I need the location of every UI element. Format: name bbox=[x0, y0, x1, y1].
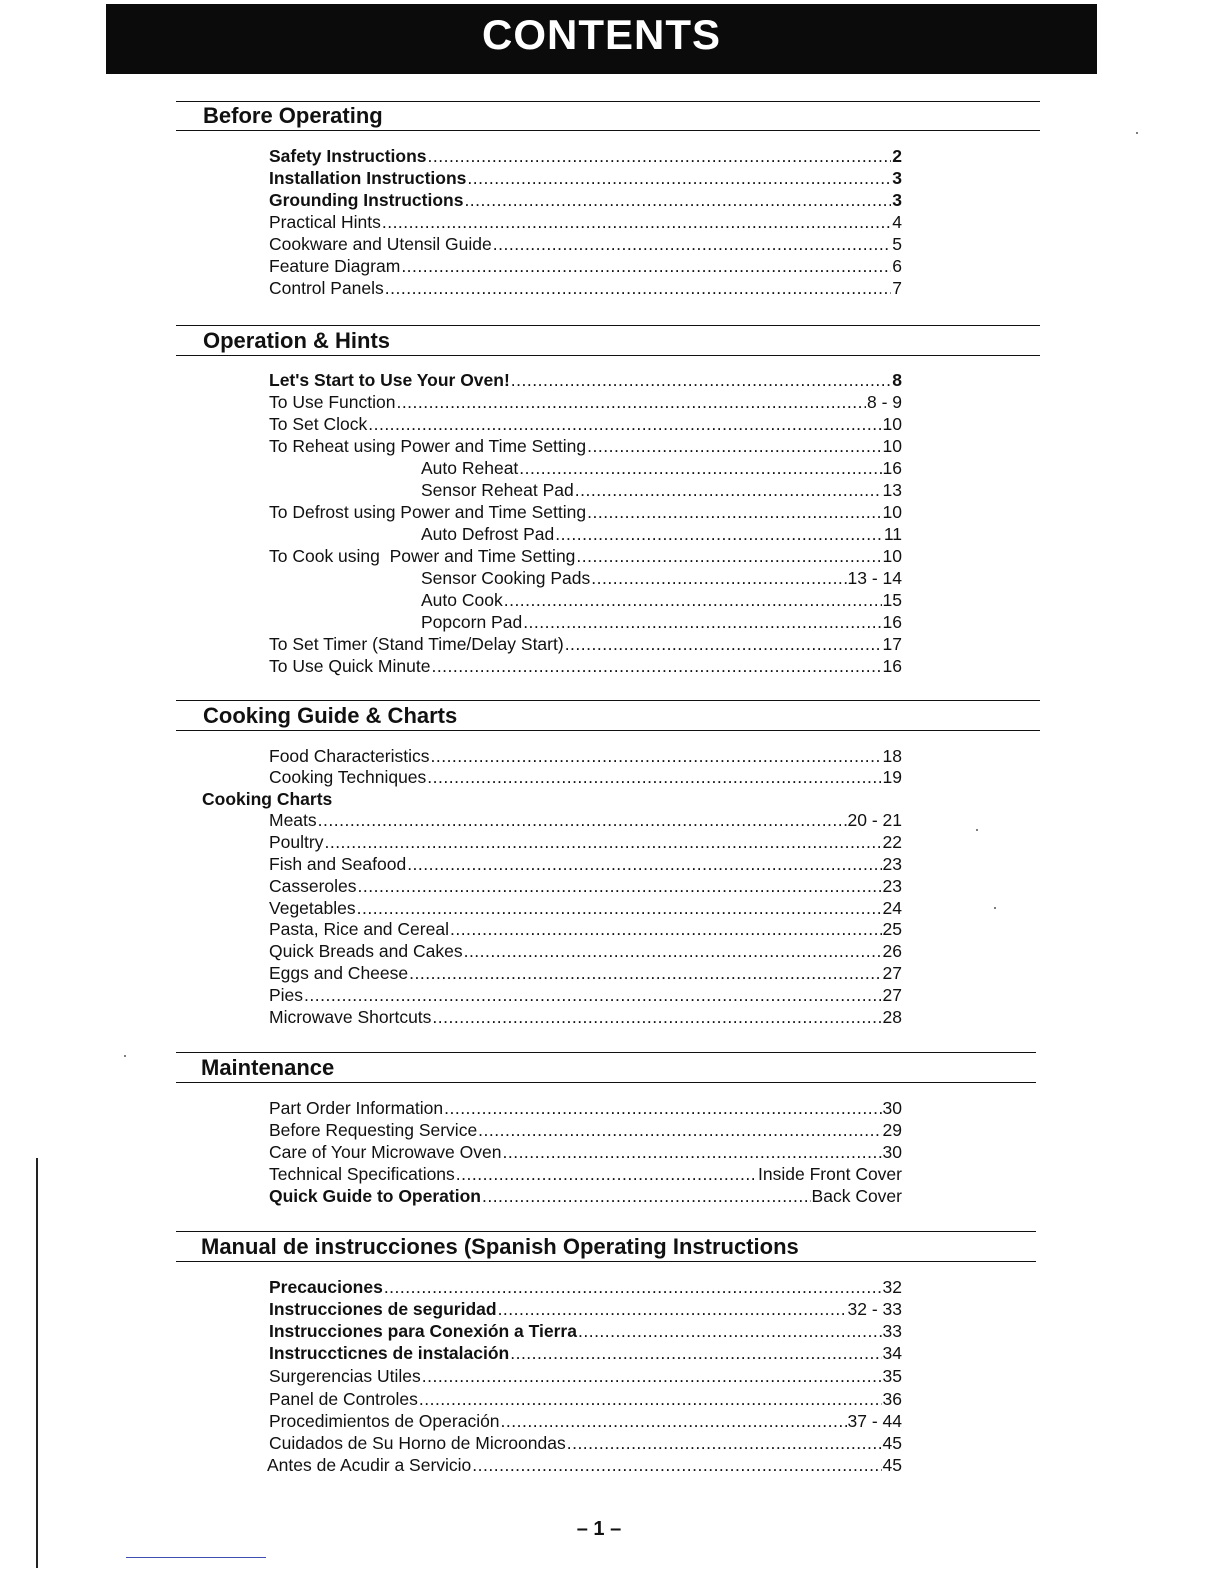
toc-entry-care-of-oven[interactable] bbox=[269, 1141, 902, 1163]
toc-entry-before-service[interactable] bbox=[269, 1119, 902, 1141]
dot-leader bbox=[510, 1342, 881, 1364]
dot-leader bbox=[587, 435, 881, 457]
toc-entry-conexion-tierra[interactable] bbox=[269, 1320, 902, 1342]
entry-page: 27 bbox=[882, 963, 902, 983]
entry-page: 17 bbox=[882, 634, 902, 654]
entry-page: 45 bbox=[882, 1455, 902, 1475]
toc-entry-popcorn[interactable] bbox=[269, 611, 902, 633]
entry-label: To Use Quick Minute bbox=[269, 656, 431, 676]
dot-leader bbox=[419, 1388, 882, 1410]
dot-leader bbox=[478, 1119, 881, 1141]
entry-page: 29 bbox=[882, 1120, 902, 1140]
dot-leader bbox=[382, 211, 891, 233]
entry-page: 22 bbox=[882, 832, 902, 852]
entry-page: 8 bbox=[892, 370, 902, 390]
entry-label: Pies bbox=[269, 985, 304, 1005]
entry-label: Vegetables bbox=[269, 898, 356, 918]
entry-page: 11 bbox=[883, 524, 902, 544]
entry-label: Casseroles bbox=[269, 876, 357, 896]
dot-leader bbox=[504, 589, 882, 611]
toc-entry-grounding-instructions[interactable] bbox=[269, 189, 902, 211]
toc-entry-feature-diagram[interactable] bbox=[269, 255, 902, 277]
entry-page: 3 bbox=[892, 190, 902, 210]
entry-page: 10 bbox=[882, 414, 902, 434]
section-title-operation-hints: Operation & Hints bbox=[203, 328, 391, 353]
scan-speck bbox=[976, 829, 978, 831]
dot-leader bbox=[567, 1432, 882, 1454]
entry-page: 16 bbox=[882, 458, 902, 478]
toc-entry-practical-hints[interactable] bbox=[269, 211, 902, 233]
entry-label: Instrucciones para Conexión a Tierra bbox=[269, 1321, 577, 1341]
entry-page: 7 bbox=[892, 278, 902, 298]
toc-entry-quick-minute[interactable] bbox=[269, 655, 902, 677]
toc-entry-panel-controles[interactable] bbox=[269, 1388, 902, 1410]
toc-entry-auto-cook[interactable] bbox=[269, 589, 902, 611]
entry-label: Auto Defrost Pad bbox=[421, 524, 555, 544]
entry-label: Cookware and Utensil Guide bbox=[269, 234, 492, 254]
dot-leader bbox=[368, 413, 881, 435]
entry-label: Auto Cook bbox=[421, 590, 503, 610]
page-title: CONTENTS bbox=[482, 11, 721, 58]
dot-leader bbox=[464, 189, 891, 211]
dot-leader bbox=[555, 523, 883, 545]
section-rule bbox=[176, 355, 1040, 356]
entry-label: Quick Breads and Cakes bbox=[269, 941, 463, 961]
entry-label: Meats bbox=[269, 810, 317, 830]
toc-entry-instrucciones-seguridad[interactable] bbox=[269, 1298, 902, 1320]
entry-label: Part Order Information bbox=[269, 1098, 444, 1118]
dot-leader bbox=[502, 1141, 881, 1163]
entry-page: 37 - 44 bbox=[847, 1411, 902, 1431]
entry-label: To Reheat using Power and Time Setting bbox=[269, 436, 587, 456]
toc-entry-part-order[interactable] bbox=[269, 1097, 902, 1119]
section-title-spanish-manual: Manual de instrucciones (Spanish Operating Instructions bbox=[201, 1234, 799, 1259]
dot-leader bbox=[431, 655, 881, 677]
dot-leader bbox=[498, 1298, 847, 1320]
toc-entry-quick-guide[interactable] bbox=[269, 1185, 902, 1207]
entry-page: 4 bbox=[892, 212, 902, 232]
dot-leader bbox=[318, 809, 847, 831]
toc-entry-set-clock[interactable] bbox=[269, 413, 902, 435]
entry-label: Before Requesting Service bbox=[269, 1120, 478, 1140]
entry-label: Let's Start to Use Your Oven! bbox=[269, 370, 510, 390]
toc-entry-antes-servicio[interactable] bbox=[267, 1454, 902, 1476]
entry-label: Cooking Techniques bbox=[269, 767, 427, 787]
section-rule bbox=[176, 101, 1040, 102]
toc-entry-defrost[interactable] bbox=[269, 501, 902, 523]
entry-page: 16 bbox=[882, 656, 902, 676]
entry-page: 26 bbox=[882, 941, 902, 961]
dot-leader bbox=[523, 611, 881, 633]
toc-entry-vegetables[interactable] bbox=[269, 897, 902, 919]
entry-label: To Use Function bbox=[269, 392, 396, 412]
entry-page: 34 bbox=[882, 1343, 902, 1363]
toc-entry-microwave-shortcuts[interactable] bbox=[269, 1006, 902, 1028]
toc-entry-control-panels[interactable] bbox=[269, 277, 902, 299]
dot-leader bbox=[430, 745, 881, 767]
entry-label: Auto Reheat bbox=[421, 458, 519, 478]
entry-label: To Set Clock bbox=[269, 414, 368, 434]
dot-leader bbox=[575, 479, 882, 501]
dot-leader bbox=[456, 1163, 757, 1185]
dot-leader bbox=[578, 1320, 882, 1342]
section-rule bbox=[176, 700, 1040, 701]
entry-label: To Set Timer (Stand Time/Delay Start) bbox=[269, 634, 564, 654]
scan-speck bbox=[124, 1055, 126, 1057]
entry-page: 32 bbox=[882, 1277, 902, 1297]
dot-leader bbox=[472, 1454, 881, 1476]
toc-entry-sensor-cooking[interactable] bbox=[269, 567, 902, 589]
entry-page: 45 bbox=[882, 1433, 902, 1453]
section-rule bbox=[176, 1261, 1036, 1262]
entry-label: Procedimientos de Operación bbox=[269, 1411, 500, 1431]
entry-label: To Cook using Power and Time Setting bbox=[269, 546, 576, 566]
dot-leader bbox=[467, 167, 891, 189]
entry-label: Instruccticnes de instalación bbox=[269, 1343, 510, 1363]
entry-label: Fish and Seafood bbox=[269, 854, 407, 874]
dot-leader bbox=[591, 567, 846, 589]
entry-page: 30 bbox=[882, 1142, 902, 1162]
dot-leader bbox=[427, 766, 881, 788]
dot-leader bbox=[519, 457, 881, 479]
entry-page: 25 bbox=[882, 919, 902, 939]
entry-page: 32 - 33 bbox=[847, 1299, 902, 1319]
entry-label: Technical Specifications bbox=[269, 1164, 455, 1184]
section-rule bbox=[176, 1082, 1036, 1083]
section-rule bbox=[176, 1052, 1036, 1053]
scan-speck bbox=[1136, 132, 1138, 134]
entry-page: 36 bbox=[882, 1389, 902, 1409]
entry-label: Quick Guide to Operation bbox=[269, 1186, 481, 1206]
toc-entry-lets-start[interactable] bbox=[269, 369, 902, 391]
toc-entry-reheat[interactable] bbox=[269, 435, 902, 457]
subheading-cooking-charts: Cooking Charts bbox=[202, 789, 333, 809]
entry-page: 20 - 21 bbox=[847, 810, 902, 830]
contents-banner bbox=[106, 4, 1097, 74]
section-rule bbox=[176, 730, 1040, 731]
entry-page: 16 bbox=[882, 612, 902, 632]
entry-label: Antes de Acudir a Servicio bbox=[267, 1455, 472, 1475]
entry-label: Precauciones bbox=[269, 1277, 383, 1297]
entry-label: Feature Diagram bbox=[269, 256, 401, 276]
entry-label: Safety Instructions bbox=[269, 146, 427, 166]
entry-label: Popcorn Pad bbox=[421, 612, 523, 632]
dot-leader bbox=[587, 501, 881, 523]
dot-leader bbox=[493, 233, 892, 255]
section-title-cooking-guide: Cooking Guide & Charts bbox=[203, 703, 458, 728]
toc-entry-food-characteristics[interactable] bbox=[269, 745, 902, 767]
entry-page: 6 bbox=[892, 256, 902, 276]
entry-label: Instrucciones de seguridad bbox=[269, 1299, 497, 1319]
entry-page: 10 bbox=[882, 546, 902, 566]
toc-entry-fish-seafood[interactable] bbox=[269, 853, 902, 875]
entry-page: 23 bbox=[882, 854, 902, 874]
toc-entry-surgerencias[interactable] bbox=[269, 1365, 902, 1387]
entry-label: Sensor Cooking Pads bbox=[421, 568, 591, 588]
entry-page: 23 bbox=[882, 876, 902, 896]
dot-leader bbox=[407, 853, 881, 875]
toc-entry-safety-instructions[interactable] bbox=[269, 145, 902, 167]
dot-leader bbox=[401, 255, 891, 277]
toc-entry-instalacion[interactable] bbox=[269, 1342, 902, 1364]
section-rule bbox=[176, 1231, 1036, 1232]
entry-label: Surgerencias Utiles bbox=[269, 1366, 421, 1386]
toc-entry-procedimientos[interactable] bbox=[269, 1410, 902, 1432]
entry-label: Poultry bbox=[269, 832, 324, 852]
dot-leader bbox=[324, 831, 881, 853]
toc-entry-auto-reheat[interactable] bbox=[269, 457, 902, 479]
page-number: – 1 – bbox=[576, 1518, 622, 1540]
toc-entry-set-timer[interactable] bbox=[269, 633, 902, 655]
toc-entry-pies[interactable] bbox=[269, 984, 902, 1006]
entry-page: 28 bbox=[882, 1007, 902, 1027]
dot-leader bbox=[409, 962, 881, 984]
scan-speck bbox=[994, 907, 996, 909]
entry-page: 35 bbox=[882, 1366, 902, 1386]
scan-margin-line bbox=[36, 1158, 38, 1568]
toc-entry-poultry[interactable] bbox=[269, 831, 902, 853]
section-title-maintenance: Maintenance bbox=[201, 1055, 335, 1080]
entry-page: 10 bbox=[882, 502, 902, 522]
toc-entry-cook-using[interactable] bbox=[269, 545, 902, 567]
entry-page: 18 bbox=[882, 746, 902, 766]
dot-leader bbox=[428, 145, 892, 167]
entry-label: Pasta, Rice and Cereal bbox=[269, 919, 449, 939]
toc-entry-sensor-reheat[interactable] bbox=[269, 479, 902, 501]
toc-entry-use-function[interactable] bbox=[269, 391, 902, 413]
dot-leader bbox=[565, 633, 882, 655]
toc-entry-installation-instructions[interactable] bbox=[269, 167, 902, 189]
entry-page: 13 - 14 bbox=[847, 568, 902, 588]
entry-page: 24 bbox=[882, 898, 902, 918]
toc-entry-eggs-cheese[interactable] bbox=[269, 962, 902, 984]
entry-label: Food Characteristics bbox=[269, 746, 430, 766]
entry-page: 13 bbox=[882, 480, 902, 500]
toc-entry-meats[interactable] bbox=[269, 809, 902, 831]
toc-entry-casseroles[interactable] bbox=[269, 875, 902, 897]
entry-label: Cuidados de Su Horno de Microondas bbox=[269, 1433, 566, 1453]
toc-entry-pasta-rice[interactable] bbox=[269, 918, 902, 940]
entry-page: 27 bbox=[882, 985, 902, 1005]
entry-label: Control Panels bbox=[269, 278, 384, 298]
entry-page: 5 bbox=[892, 234, 902, 254]
entry-page: 10 bbox=[882, 436, 902, 456]
entry-page: Inside Front Cover bbox=[758, 1164, 902, 1184]
entry-page: 8 - 9 bbox=[866, 392, 902, 412]
entry-label: Installation Instructions bbox=[269, 168, 467, 188]
toc-entry-cooking-techniques[interactable] bbox=[269, 766, 902, 788]
dot-leader bbox=[501, 1410, 847, 1432]
dot-leader bbox=[385, 277, 891, 299]
dot-leader bbox=[304, 984, 881, 1006]
entry-label: Grounding Instructions bbox=[269, 190, 464, 210]
entry-label: Practical Hints bbox=[269, 212, 381, 232]
dot-leader bbox=[384, 1276, 882, 1298]
entry-label: Sensor Reheat Pad bbox=[421, 480, 574, 500]
dot-leader bbox=[450, 918, 882, 940]
entry-page: 19 bbox=[882, 767, 902, 787]
footer-line bbox=[126, 1557, 266, 1558]
dot-leader bbox=[396, 391, 866, 413]
dot-leader bbox=[422, 1365, 882, 1387]
dot-leader bbox=[432, 1006, 881, 1028]
entry-page: Back Cover bbox=[811, 1186, 902, 1206]
toc-entry-quick-breads[interactable] bbox=[269, 940, 902, 962]
section-rule bbox=[176, 130, 1040, 131]
dot-leader bbox=[576, 545, 881, 567]
toc-entry-cookware-guide[interactable] bbox=[269, 233, 902, 255]
entry-label: Care of Your Microwave Oven bbox=[269, 1142, 502, 1162]
toc-entry-technical-specs[interactable] bbox=[269, 1163, 902, 1185]
entry-page: 3 bbox=[892, 168, 902, 188]
section-rule bbox=[176, 325, 1040, 326]
dot-leader bbox=[511, 369, 891, 391]
dot-leader bbox=[444, 1097, 881, 1119]
entry-label: Panel de Controles bbox=[269, 1389, 418, 1409]
entry-label: Microwave Shortcuts bbox=[269, 1007, 432, 1027]
entry-page: 2 bbox=[892, 146, 902, 166]
dot-leader bbox=[482, 1185, 811, 1207]
entry-label: To Defrost using Power and Time Setting bbox=[269, 502, 587, 522]
section-title-before-operating: Before Operating bbox=[203, 103, 383, 128]
toc-entry-precauciones[interactable] bbox=[269, 1276, 902, 1298]
dot-leader bbox=[464, 940, 882, 962]
entry-page: 30 bbox=[882, 1098, 902, 1118]
entry-page: 33 bbox=[882, 1321, 902, 1341]
toc-entry-cuidados[interactable] bbox=[269, 1432, 902, 1454]
toc-entry-auto-defrost[interactable] bbox=[269, 523, 902, 545]
entry-page: 15 bbox=[882, 590, 902, 610]
dot-leader bbox=[358, 875, 882, 897]
dot-leader bbox=[357, 897, 882, 919]
entry-label: Eggs and Cheese bbox=[269, 963, 409, 983]
